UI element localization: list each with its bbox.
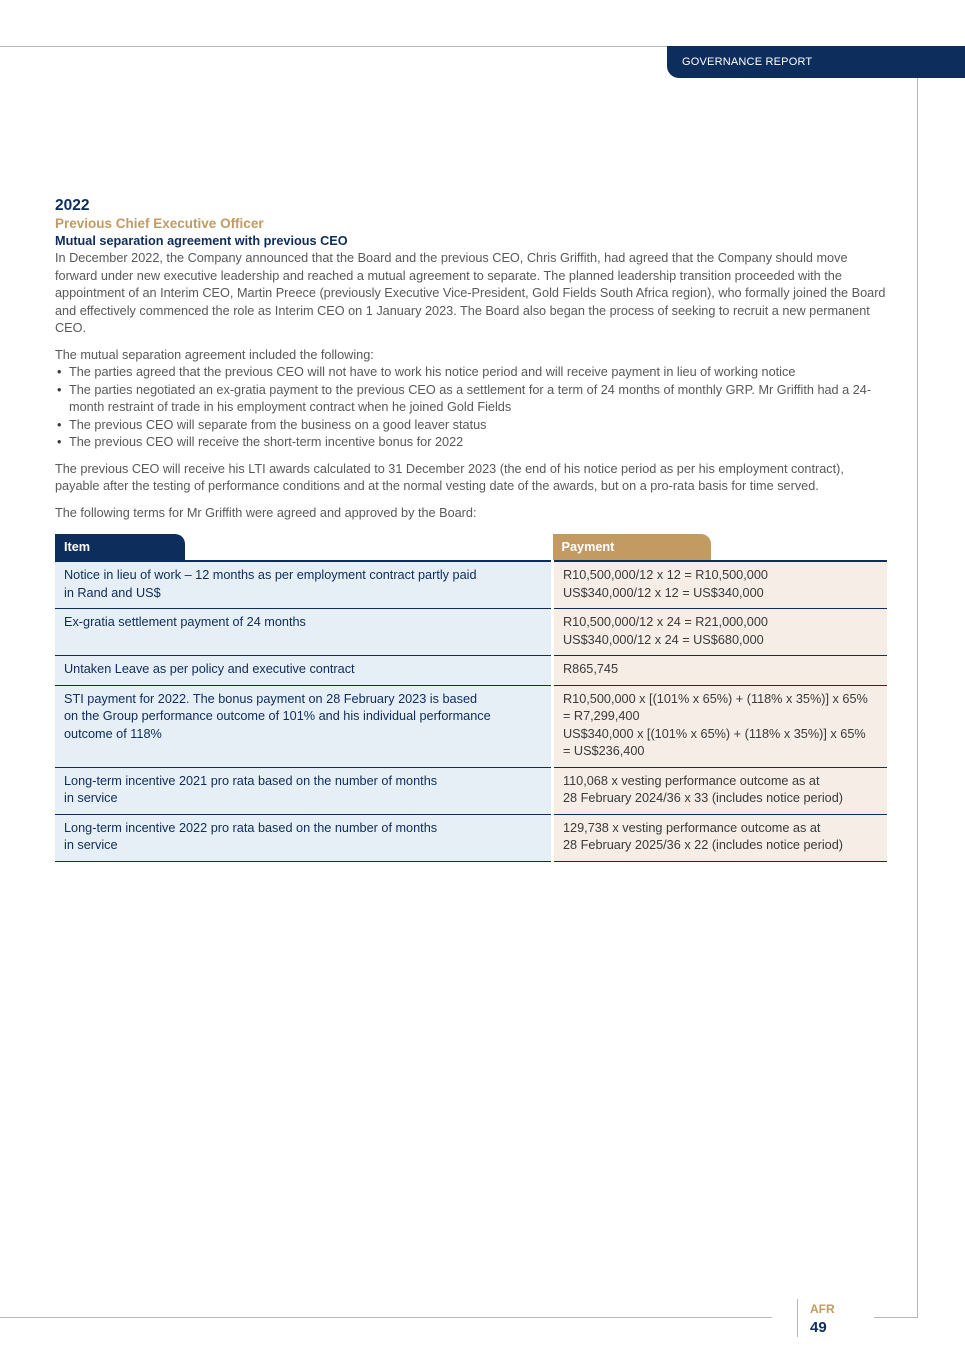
table-row xyxy=(55,814,887,861)
table-row xyxy=(55,609,887,656)
list-item: • The parties negotiated an ex-gratia payment to the previous CEO as a settlement for a term of 24 months of monthly GRP. Mr Griffith had a 24-month restraint of trade in his employment contract when he joined Gold Fields xyxy=(57,382,872,414)
main-content xyxy=(55,197,887,862)
payment-cell: R10,500,000/12 x 24 = R21,000,000 US$340,000/12 x 24 = US$680,000 xyxy=(553,609,888,656)
page-number: 49 xyxy=(810,1319,827,1336)
item-cell: Long-term incentive 2022 pro rata based on the number of months in service xyxy=(55,814,553,861)
item-cell: STI payment for 2022. The bonus payment on 28 February 2023 is based on the Group performance outcome of 101% and his individual performance outcome of 118% xyxy=(55,685,553,767)
lti-paragraph: The previous CEO will receive his LTI awards calculated to 31 December 2023 (the end of his notice period as per his employment contract), payable after the testing of performance conditions and at the normal vesting date of the awards, but on a pro-rata basis for time served. xyxy=(55,461,844,493)
bullet-icon: • xyxy=(57,417,62,432)
table-row xyxy=(55,656,887,686)
year-heading: 2022 xyxy=(55,197,90,214)
payment-cell: 110,068 x vesting performance outcome as at 28 February 2024/36 x 33 (includes notice period) xyxy=(553,767,888,814)
item-cell: Notice in lieu of work – 12 months as per employment contract partly paid in Rand and US$ xyxy=(55,561,553,609)
bullet-icon: • xyxy=(57,382,62,397)
intro-paragraph: In December 2022, the Company announced that the Board and the previous CEO, Chris Griffith, had agreed that the Company should move forward under new executive leadership and reached a mutual agreement to separate. The planned leadership transition proceeded with the appointment of an Interim CEO, Martin Preece (previously Executive Vice-President, Gold Fields South Africa region), who formally joined the Board and effectively commenced the role as Interim CEO on 1 January 2023. The Board also began the process of seeking to recruit a new permanent CEO. xyxy=(55,251,886,335)
footer-report-label: AFR xyxy=(810,1302,835,1316)
footer-divider xyxy=(797,1299,798,1337)
payment-cell: R10,500,000/12 x 12 = R10,500,000 US$340,000/12 x 12 = US$340,000 xyxy=(553,561,888,609)
item-cell: Untaken Leave as per policy and executive contract xyxy=(55,656,553,686)
item-cell: Long-term incentive 2021 pro rata based on the number of months in service xyxy=(55,767,553,814)
payment-cell: R10,500,000 x [(101% x 65%) + (118% x 35%)] x 65% = R7,299,400 US$340,000 x [(101% x 65%) + (118% x 35%)] x 65% = US$236,400 xyxy=(553,685,888,767)
list-intro: The mutual separation agreement included the following: xyxy=(55,347,374,362)
list-item: • The previous CEO will separate from the business on a good leaver status xyxy=(55,417,887,435)
page-frame-right-rule xyxy=(917,46,918,1318)
payment-cell: R865,745 xyxy=(553,656,888,686)
role-heading: Previous Chief Executive Officer xyxy=(55,216,264,231)
subheading: Mutual separation agreement with previous CEO xyxy=(55,234,348,248)
table-row xyxy=(55,767,887,814)
terms-intro: The following terms for Mr Griffith were agreed and approved by the Board: xyxy=(55,505,477,520)
list-item: • The previous CEO will receive the short-term incentive bonus for 2022 xyxy=(55,434,887,452)
payment-cell: 129,738 x vesting performance outcome as at 28 February 2025/36 x 22 (includes notice period) xyxy=(553,814,888,861)
bullet-icon: • xyxy=(57,435,62,449)
table-header-row xyxy=(55,534,887,561)
terms-table xyxy=(55,534,887,862)
section-header-tab: GOVERNANCE REPORT xyxy=(667,46,965,78)
table-row xyxy=(55,561,887,609)
bullet-icon: • xyxy=(57,365,62,379)
item-column-header: Item xyxy=(55,534,185,560)
payment-column-header: Payment xyxy=(553,534,711,560)
table-row xyxy=(55,685,887,767)
list-item: • The parties agreed that the previous CEO will not have to work his notice period and will receive payment in lieu of working notice xyxy=(55,364,887,382)
item-cell: Ex-gratia settlement payment of 24 months xyxy=(55,609,553,656)
agreement-list xyxy=(55,364,887,452)
